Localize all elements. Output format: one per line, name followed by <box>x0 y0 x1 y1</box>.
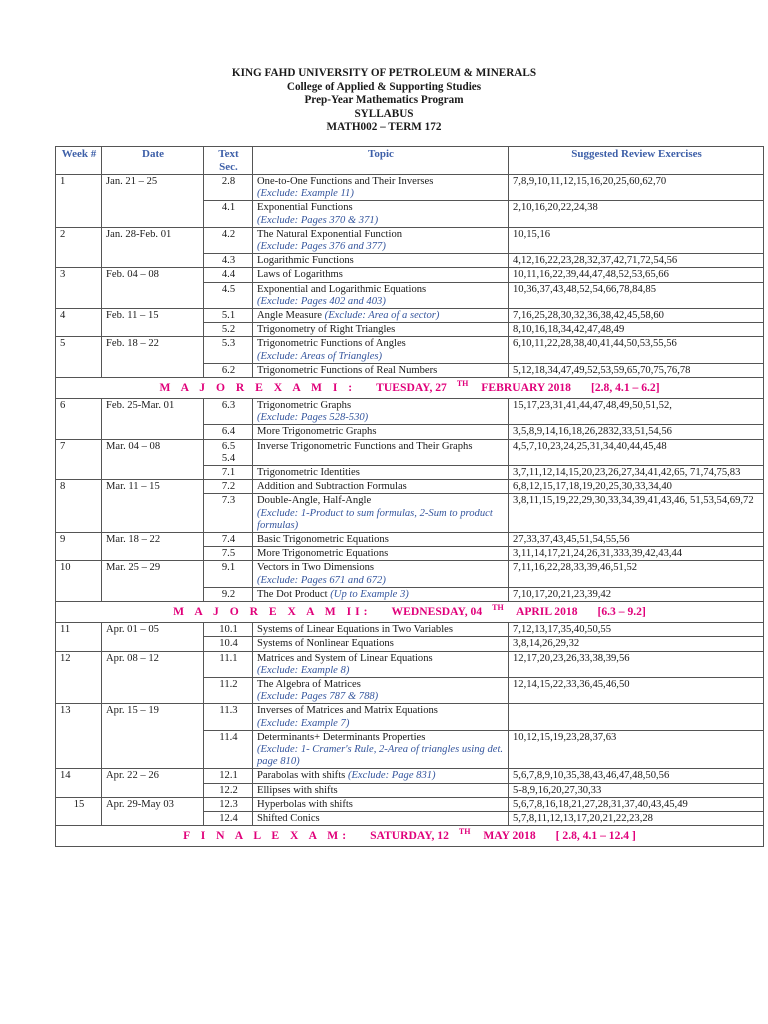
topic-title: Double-Angle, Half-Angle <box>257 495 372 507</box>
table-row <box>56 704 764 730</box>
col-section-header: Text Sec. <box>204 147 253 175</box>
topic-title: Inverse Trigonometric Functions and Their Graphs <box>257 440 473 452</box>
topic <box>253 323 509 337</box>
topic-title: Trigonometry of Right Triangles <box>257 324 396 336</box>
topic-title: Exponential and Logarithmic Equations <box>257 283 427 295</box>
exam-label: M A J O R E X A M I : <box>159 381 357 395</box>
topic-title: More Trigonometric Equations <box>257 548 389 560</box>
topic-title: Inverses of Matrices and Matrix Equations <box>257 705 438 717</box>
topic <box>253 637 509 651</box>
table-row <box>56 561 764 587</box>
table-header-row <box>56 147 764 175</box>
text-section: 6.3 <box>204 399 253 425</box>
review-exercises: 5,6,7,8,9,10,35,38,43,46,47,48,50,56 <box>509 769 764 783</box>
topic-title: Angle Measure <box>257 310 323 322</box>
syllabus-header <box>0 67 768 135</box>
topic-title: Laws of Logarithms <box>257 269 343 281</box>
topic-exclusion: (Exclude: Areas of Triangles) <box>257 350 383 362</box>
program-name: Prep-Year Mathematics Program <box>304 94 464 107</box>
topic-title: One-to-One Functions and Their Inverses <box>257 176 434 187</box>
week-date: Mar. 25 – 29 <box>102 561 204 602</box>
topic <box>253 282 509 308</box>
table-body <box>56 175 764 847</box>
review-exercises: 5,7,8,11,12,13,17,20,21,22,23,28 <box>509 811 764 825</box>
exam-banner <box>56 378 764 399</box>
week-number: 7 <box>56 439 102 480</box>
review-exercises: 6,8,12,15,17,18,19,20,25,30,33,34,40 <box>509 480 764 494</box>
week-date: Jan. 28-Feb. 01 <box>102 227 204 268</box>
week-number: 13 <box>56 704 102 769</box>
text-section: 7.4 <box>204 533 253 547</box>
text-section: 12.2 <box>204 783 253 797</box>
exam-date: WEDNESDAY, 04 $^{TH}$ APRIL 2018 <box>391 603 578 619</box>
exam-date-suffix: TH <box>456 379 469 389</box>
review-exercises: 27,33,37,43,45,51,54,55,56 <box>509 533 764 547</box>
topic-title: Basic Trigonometric Equations <box>257 534 389 546</box>
week-date: Feb. 04 – 08 <box>102 268 204 309</box>
exam-sections: [ 2.8, 4.1 – 12.4 ] <box>555 829 636 843</box>
text-section: 2.8 <box>204 175 253 201</box>
exam-date-suffix: TH <box>492 603 504 613</box>
table-row <box>56 769 764 783</box>
exam-label: M A J O R E X A M II: <box>173 605 372 619</box>
week-number: 1 <box>56 175 102 228</box>
table-row <box>56 399 764 425</box>
topic-exclusion: (Exclude: Pages 528-530) <box>257 412 369 424</box>
review-exercises: 5,6,7,8,16,18,21,27,28,31,37,40,43,45,49 <box>509 797 764 811</box>
topic <box>253 439 509 465</box>
week-number: 11 <box>56 623 102 651</box>
week-number: 3 <box>56 268 102 309</box>
topic-exclusion: (Exclude: Pages 376 and 377) <box>257 241 386 253</box>
topic <box>253 730 509 769</box>
review-exercises: 7,10,17,20,21,23,39,42 <box>509 587 764 601</box>
exam-date: TUESDAY, 27 $^{TH}$ FEBRUARY 2018 <box>376 379 571 395</box>
text-section: 11.1 <box>204 651 253 677</box>
review-exercises: 3,5,8,9,14,16,18,26,2832,33,51,54,56 <box>509 425 764 439</box>
review-exercises: 3,11,14,17,21,24,26,31,333,39,42,43,44 <box>509 547 764 561</box>
col-week-header: Week # <box>56 147 102 175</box>
week-date: Apr. 22 – 26 <box>102 769 204 797</box>
text-section: 11.3 <box>204 704 253 730</box>
topic-title: Hyperbolas with shifts <box>257 798 353 810</box>
review-exercises: 2,10,16,20,22,24,38 <box>509 201 764 227</box>
topic-exclusion: (Exclude: 1- Cramer's Rule, 2-Area of triangles using det. page 810) <box>257 743 504 768</box>
topic-title: Parabolas with shifts <box>257 770 346 782</box>
table-row <box>56 533 764 547</box>
table-row <box>56 175 764 201</box>
topic <box>253 561 509 587</box>
topic <box>253 587 509 601</box>
col-date-header: Date <box>102 147 204 175</box>
exam-date-suffix: TH <box>458 827 471 837</box>
week-number: 10 <box>56 561 102 602</box>
topic-title: More Trigonometric Graphs <box>257 426 377 438</box>
table-row <box>56 268 764 282</box>
topic <box>253 268 509 282</box>
table-row <box>56 797 764 811</box>
topic-title: Logarithmic Functions <box>257 255 354 267</box>
topic-exclusion: (Exclude: Pages 787 & 788) <box>257 691 379 703</box>
text-section: 11.4 <box>204 730 253 769</box>
topic <box>253 309 509 323</box>
exam-banner <box>56 826 764 847</box>
text-section: 9.1 <box>204 561 253 587</box>
topic-title: Trigonometric Functions of Real Numbers <box>257 364 438 376</box>
exam-banner <box>56 602 764 623</box>
topic-title: Systems of Linear Equations in Two Variables <box>257 624 453 636</box>
review-exercises: 5,12,18,34,47,49,52,53,59,65,70,75,76,78 <box>509 363 764 377</box>
text-section: 12.3 <box>204 797 253 811</box>
topic-exclusion: (Exclude: Pages 370 & 371) <box>257 214 379 226</box>
text-section: 7.1 <box>204 466 253 480</box>
review-exercises: 10,12,15,19,23,28,37,63 <box>509 730 764 769</box>
review-exercises: 10,11,16,22,39,44,47,48,52,53,65,66 <box>509 268 764 282</box>
review-exercises: 12,14,15,22,33,36,45,46,50 <box>509 677 764 703</box>
exam-sections: [6.3 – 9.2] <box>597 605 646 619</box>
week-date: Feb. 18 – 22 <box>102 337 204 378</box>
topic-title: Trigonometric Graphs <box>257 400 352 412</box>
text-section: 9.2 <box>204 587 253 601</box>
exam-row <box>56 826 764 847</box>
col-exercises-header: Suggested Review Exercises <box>509 147 764 175</box>
text-section: 6.2 <box>204 363 253 377</box>
text-section: 5.3 <box>204 337 253 363</box>
topic-title: Exponential Functions <box>257 202 353 214</box>
review-exercises: 3,8,11,15,19,22,29,30,33,34,39,41,43,46, 51,53,54,69,72 <box>509 494 764 533</box>
text-section: 4.2 <box>204 227 253 253</box>
week-date: Apr. 08 – 12 <box>102 651 204 704</box>
table-row <box>56 337 764 363</box>
topic <box>253 254 509 268</box>
exam-date: SATURDAY, 12 $^{TH}$ MAY 2018 <box>370 827 536 843</box>
review-exercises: 15,17,23,31,41,44,47,48,49,50,51,52, <box>509 399 764 425</box>
review-exercises: 3,8,14,26,29,32 <box>509 637 764 651</box>
topic <box>253 704 509 730</box>
text-section: 4.3 <box>204 254 253 268</box>
syllabus-table <box>55 146 764 847</box>
review-exercises: 8,10,16,18,34,42,47,48,49 <box>509 323 764 337</box>
week-date: Mar. 11 – 15 <box>102 480 204 533</box>
topic <box>253 363 509 377</box>
topic-title: Shifted Conics <box>257 812 320 824</box>
week-number: 15 <box>56 797 102 825</box>
topic <box>253 651 509 677</box>
col-topic-header: Topic <box>253 147 509 175</box>
topic-title: Vectors in Two Dimensions <box>257 562 375 574</box>
week-date: Apr. 15 – 19 <box>102 704 204 769</box>
week-number: 8 <box>56 480 102 533</box>
week-date: Jan. 21 – 25 <box>102 175 204 228</box>
text-section: 10.1 <box>204 623 253 637</box>
topic <box>253 494 509 533</box>
table-row <box>56 623 764 637</box>
review-exercises: 7,11,16,22,28,33,39,46,51,52 <box>509 561 764 587</box>
review-exercises: 10,36,37,43,48,52,54,66,78,84,85 <box>509 282 764 308</box>
topic-title: Determinants+ Determinants Properties <box>257 731 426 743</box>
topic <box>253 227 509 253</box>
topic <box>253 623 509 637</box>
topic-exclusion: (Exclude: Example 11) <box>257 188 354 200</box>
text-section: 7.2 <box>204 480 253 494</box>
topic-exclusion: (Exclude: Area of a sector) <box>324 310 440 322</box>
topic-title: Systems of Nonlinear Equations <box>257 638 394 650</box>
text-section: 12.4 <box>204 811 253 825</box>
text-section: 10.4 <box>204 637 253 651</box>
review-exercises: 4,5,7,10,23,24,25,31,34,40,44,45,48 <box>509 439 764 465</box>
text-section: 4.5 <box>204 282 253 308</box>
review-exercises: 3,7,11,12,14,15,20,23,26,27,34,41,42,65, 71,74,75,83 <box>509 466 764 480</box>
topic-title: Trigonometric Functions of Angles <box>257 338 406 350</box>
topic <box>253 533 509 547</box>
topic-exclusion: (Exclude: Pages 671 and 672) <box>257 574 386 586</box>
text-section: 5.2 <box>204 323 253 337</box>
university-name: KING FAHD UNIVERSITY OF PETROLEUM & MINERALS <box>231 67 537 79</box>
week-number: 9 <box>56 533 102 561</box>
topic <box>253 811 509 825</box>
topic-title: Addition and Subtraction Formulas <box>257 481 407 493</box>
topic-title: Matrices and System of Linear Equations <box>257 652 433 664</box>
week-number: 6 <box>56 399 102 440</box>
text-section: 6.4 <box>204 425 253 439</box>
topic <box>253 337 509 363</box>
topic <box>253 425 509 439</box>
review-exercises <box>509 704 764 730</box>
week-date: Apr. 29-May 03 <box>102 797 204 825</box>
week-number: 14 <box>56 769 102 797</box>
exam-row <box>56 378 764 399</box>
exam-sections: [2.8, 4.1 – 6.2] <box>590 381 660 395</box>
topic <box>253 677 509 703</box>
review-exercises: 12,17,20,23,26,33,38,39,56 <box>509 651 764 677</box>
topic-title: Trigonometric Identities <box>257 467 360 479</box>
week-date: Apr. 01 – 05 <box>102 623 204 651</box>
review-exercises: 6,10,11,22,28,38,40,41,44,50,53,55,56 <box>509 337 764 363</box>
document-title: SYLLABUS <box>354 107 414 120</box>
topic <box>253 783 509 797</box>
table-row <box>56 227 764 253</box>
topic-exclusion: (Exclude: 1-Product to sum formulas, 2-Sum to product formulas) <box>257 507 493 531</box>
topic <box>253 769 509 783</box>
topic <box>253 480 509 494</box>
text-section: 11.2 <box>204 677 253 703</box>
review-exercises: 4,12,16,22,23,28,32,37,42,71,72,54,56 <box>509 254 764 268</box>
text-section: 4.4 <box>204 268 253 282</box>
text-section: 7.3 <box>204 494 253 533</box>
text-section: 6.5 5.4 <box>204 439 253 465</box>
review-exercises: 7,16,25,28,30,32,36,38,42,45,58,60 <box>509 309 764 323</box>
review-exercises: 5-8,9,16,20,27,30,33 <box>509 783 764 797</box>
table-row <box>56 651 764 677</box>
table-row <box>56 309 764 323</box>
week-date: Mar. 04 – 08 <box>102 439 204 480</box>
topic <box>253 797 509 811</box>
topic-exclusion: (Exclude: Pages 402 and 403) <box>257 295 386 307</box>
topic-title: The Algebra of Matrices <box>257 678 361 690</box>
review-exercises: 10,15,16 <box>509 227 764 253</box>
topic <box>253 399 509 425</box>
exam-row <box>56 602 764 623</box>
exam-label: F I N A L E X A M: <box>183 829 351 843</box>
week-date: Feb. 11 – 15 <box>102 309 204 337</box>
college-name: College of Applied & Supporting Studies <box>286 80 482 93</box>
topic-title: The Natural Exponential Function <box>257 228 403 240</box>
week-number: 5 <box>56 337 102 378</box>
topic-exclusion: (Exclude: Example 7) <box>257 717 350 729</box>
week-number: 12 <box>56 651 102 704</box>
topic <box>253 175 509 201</box>
text-section: 7.5 <box>204 547 253 561</box>
review-exercises: 7,12,13,17,35,40,50,55 <box>509 623 764 637</box>
topic-exclusion: (Exclude: Page 831) <box>347 770 436 782</box>
topic-title: The Dot Product <box>257 588 328 600</box>
table-row <box>56 439 764 465</box>
week-date: Mar. 18 – 22 <box>102 533 204 561</box>
table-row <box>56 480 764 494</box>
week-number: 2 <box>56 227 102 268</box>
topic-title: Ellipses with shifts <box>257 784 338 796</box>
text-section: 5.1 <box>204 309 253 323</box>
review-exercises: 7,8,9,10,11,12,15,16,20,25,60,62,70 <box>509 175 764 201</box>
topic <box>253 547 509 561</box>
week-date: Feb. 25-Mar. 01 <box>102 399 204 440</box>
topic-exclusion: (Up to Example 3) <box>330 588 409 600</box>
text-section: 12.1 <box>204 769 253 783</box>
topic <box>253 466 509 480</box>
text-section: 4.1 <box>204 201 253 227</box>
week-number: 4 <box>56 309 102 337</box>
course-term: MATH002 – TERM 172 <box>326 121 442 134</box>
topic-exclusion: (Exclude: Example 8) <box>257 664 350 676</box>
topic <box>253 201 509 227</box>
